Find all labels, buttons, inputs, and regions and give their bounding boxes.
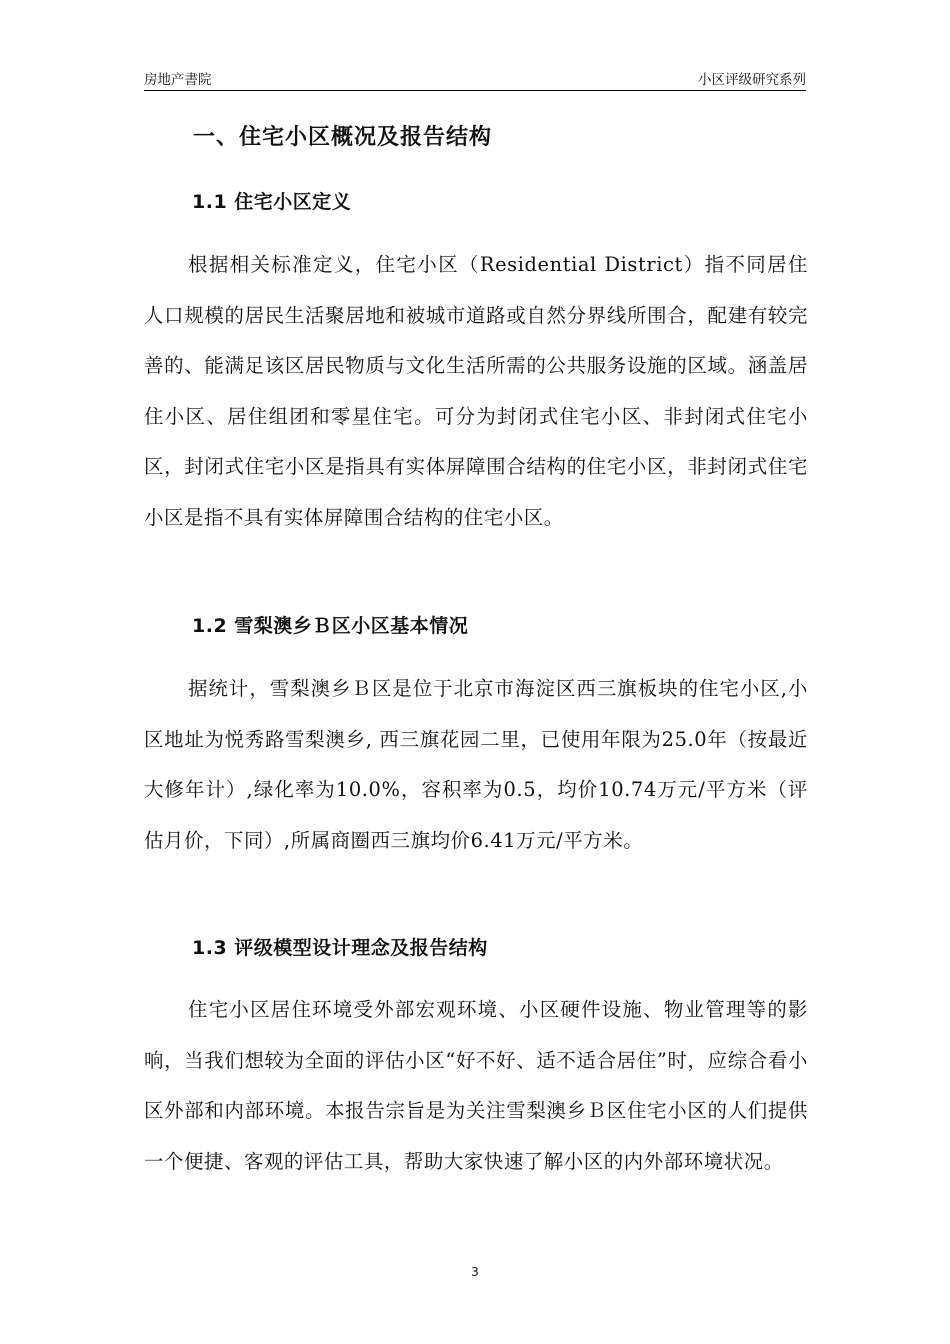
subsection-title-1-2: 1.2 雪梨澳乡Ｂ区小区基本情况 (192, 615, 469, 637)
paragraph-basic-info: 据统计，雪梨澳乡Ｂ区是位于北京市海淀区西三旗板块的住宅小区,小区地址为悦秀路雪梨澳乡, 西三旗花园二里，已使用年限为25.0年（按最近大修年计）,绿化率为10.0%，容积率为0.5，均价10.74万元/平方米（评估月价，下同）,所属商圈西三旗均价6.41万元/平方米。 (144, 677, 808, 852)
section-title: 一、住宅小区概况及报告结构 (193, 125, 493, 150)
header-series: 小区评级研究系列 (698, 72, 806, 88)
page-number: 3 (471, 1265, 479, 1279)
subsection-title-1-3: 1.3 评级模型设计理念及报告结构 (192, 937, 488, 959)
paragraph-model-design: 住宅小区居住环境受外部宏观环境、小区硬件设施、物业管理等的影响，当我们想较为全面的评估小区“好不好、适不适合居住”时，应综合看小区外部和内部环境。本报告宗旨是为关注雪梨澳乡Ｂ区住宅小区的人们提供一个便捷、客观的评估工具，帮助大家快速了解小区的内外部环境状况。 (144, 998, 808, 1173)
paragraph-definition: 根据相关标准定义，住宅小区（Residential District）指不同居住人口规模的居民生活聚居地和被城市道路或自然分界线所围合，配建有较完善的、能满足该区居民物质与文化生活所需的公共服务设施的区域。涵盖居住小区、居住组团和零星住宅。可分为封闭式住宅小区、非封闭式住宅小区，封闭式住宅小区是指具有实体屏障围合结构的住宅小区，非封闭式住宅小区是指不具有实体屏障围合结构的住宅小区。 (144, 253, 808, 529)
header-publisher: 房地产書院 (144, 72, 212, 88)
page-header (144, 66, 806, 91)
subsection-title-1-1: 1.1 住宅小区定义 (192, 191, 352, 213)
